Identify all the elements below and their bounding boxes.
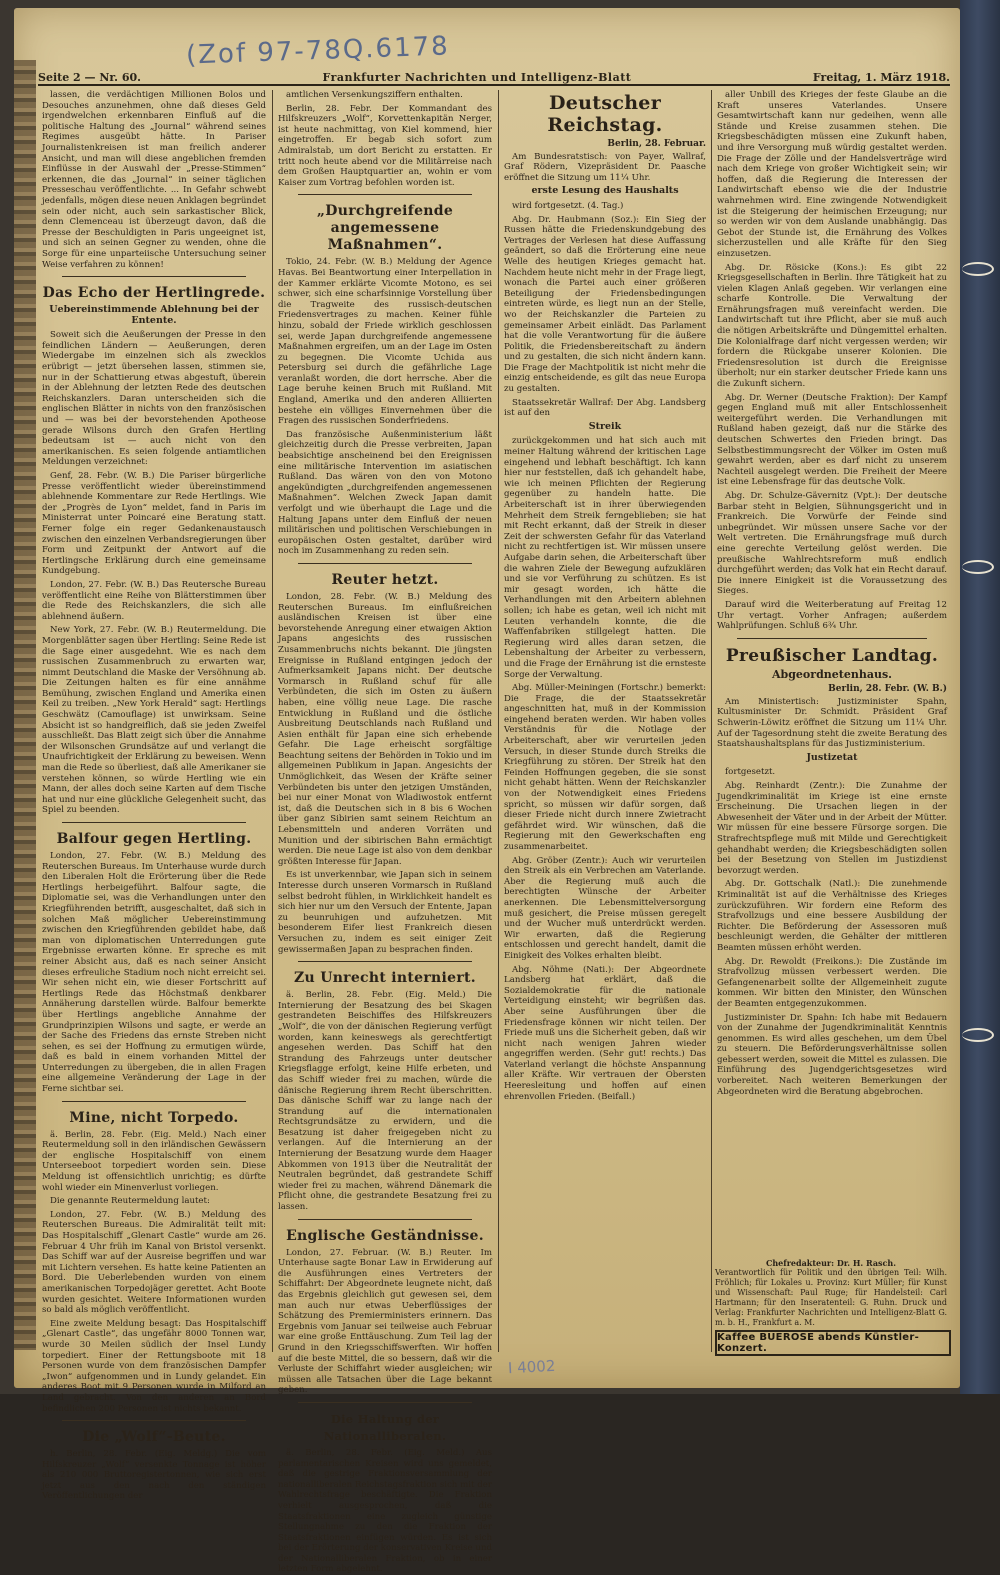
newspaper-title: Frankfurter Nachrichten und Intelligenz-Blatt (322, 71, 632, 84)
headline-wolf-beute: Die „Wolf“-Beute. (82, 1429, 226, 1446)
paragraph: Staatssekretär Wallraf: Der Abg. Landsberg ist auf den (504, 397, 706, 419)
handwritten-archive-note: (Zof 97-78Q.6178 (185, 31, 451, 71)
headline-reuter-hetzt: Reuter hetzt. (331, 571, 439, 588)
paragraph: Eine zweite Meldung besagt: Das Hospitalschiff „Glenart Castle“, das ungefähr 8000 Tonnen war, wurde 30 Meilen südlich der Insel Lundy torpediert. Einer der Rettungsboote mit 18 Personen wurde von dem französischen Dampfer „Iwon“ aufgenommen und in Lundy gelandet. Ein anderes Boot mit 9 Personen wurde in Milford an Land gebracht. Von den anderen an Bord befindlichen 200 Personen ist nichts bekannt. (42, 1318, 266, 1414)
column-3 (504, 90, 706, 1352)
paragraph: Abg. Dr. Schulze-Gävernitz (Vpt.): Der deutsche Barbar steht in Belgien, Sühnungsgericht und in Frankreich. Die Vorwürfe der Feinde sind unbegründet. Wir müssen unsere Sache vor der Welt vertreten. Die Ernährungsfrage muß durch eine gerechte Verteilung gelöst werden. Die preußische Wahlrechtsreform muß endlich durchgeführt werden; das Volk hat ein Recht darauf. Die innere Einigkeit ist die Voraussetzung des Sieges. (717, 490, 947, 597)
headline-echo-hertlingrede: Das Echo der Hertlingrede. (42, 285, 266, 302)
paragraph: Berlin, 28. Febr. Der Kommandant des Hilfskreuzers „Wolf“, Korvettenkapitän Nerger, ist heute nachmittag, von Kiel kommend, hier eingetroffen. Er begab sich sofort zum Admiralstab, um dort Bericht zu erstatten. Er tritt noch heute abend vor die Militärreise nach dem Großen Hauptquartier an, wohin er vom Kaiser zum Vortrag befohlen worden ist. (278, 103, 492, 188)
column-rule (272, 90, 273, 1352)
paragraph: New York, 27. Febr. (W. B.) Reutermeldung. Die Morgenblätter sagen über Hertling: Seine Rede ist die Sage einer ausgedehnt. Wie es nach dem russischen Zusammenbruch zu erwarten war, nimmt Deutschland die Maske der Versöhnung ab. Die Zeitungen halten es für eine annähme Bemühung, zwischen England und Amerika einen Keil zu treiben. „New York Herald“ sagt: Hertlings Geschwätz (Camouflage) ist unwirksam. Seine Absicht ist so handgreiflich, daß sie jeden Zweifel ausschließt. Das Blatt zeigt sich über die Annahme der Wilsonschen Grundsätze auf und verlangt die Unaufrichtigkeit der Erklärung zu beweisen. Wenn man die Rede so überliest, daß alle Amerikaner sie verstehen können, so würde Hertling wie ein Mann, der alles doch seine Karten auf dem Tische hat und nur eine glückliche Gelegenheit sucht, das Spiel zu beenden. (42, 625, 266, 816)
imprint-title: Chefredakteur: Dr. H. Rasch. (765, 1258, 896, 1268)
paragraph: wird fortgesetzt. (4. Tag.) (512, 200, 624, 211)
paragraph: fortgesetzt. (725, 767, 776, 778)
paragraph: Es ist unverkennbar, wie Japan sich in seinem Interesse durch unseren Vormarsch in Rußland selbst bedroht fühlen, in Wirklichkeit handelt es sich hier nur um den Versuch der Entente, Japan zu beunruhigen und aufzuhetzen. Mit besonderem Eifer liest Frankreich diesen Versuchen zu, indem es seit einiger Zeit gewissermaßen Japan zu besprachen finden. (278, 870, 492, 955)
paragraph: ä. Berlin, 28. Febr. (Eig. Meld.) Aus parlamentarischen Kreisen wird uns gemeldet, daß die gestrige Fraktionsversammlung der nationalliberalen Reichstagsfraktion sich mit der Wahlrechtsfrage beschäftigte. Die Fraktion verhielt ausgesprochen, daß die Staatsfraktionen eine zugleich günstige Stellungnahme zu den die Fraktion der Staatsfraktionen einfügen würden. Es ist sich bei der Erörterung der konservativen Kreise und der Nationalliberalen Fraktion, ob in einer letzten Form abgelehnt. (278, 1447, 492, 1575)
paragraph: Am Ministertisch: Justizminister Spahn, Kultusminister Dr. Schmidt. Präsident Graf Schwerin-Löwitz eröffnet die Sitzung um 11¼ Uhr. Auf der Tagesordnung steht die zweite Beratung des Staatshaushaltsplans für das Justizministerium. (717, 696, 947, 750)
paragraph: Abg. Dr. Rösicke (Kons.): Es gibt 22 Kriegsgesellschaften in Berlin. Ihre Tätigkeit hat zu vielen Klagen Anlaß gegeben. Wir verlangen eine scharfe Kontrolle. Die Verwaltung der Ernährungsfragen muß vereinfacht werden. Die Landwirtschaft tut ihre Pflicht, aber sie muß auch die nötigen Arbeitskräfte und Düngemittel erhalten. Die Kolonialfrage darf nicht vergessen werden; wir fordern die Rückgabe unserer Kolonien. Die Friedensresolution ist durch die Ereignisse überholt; nur ein starker deutscher Friede kann uns die Zukunft sichern. (717, 262, 947, 390)
handwritten-page-note: I 4002 (507, 1356, 556, 1378)
divider (737, 638, 927, 639)
column-rule (711, 90, 712, 1352)
column-1 (42, 90, 266, 1502)
imprint (715, 1258, 947, 1326)
subheadline: Uebereinstimmende Ablehnung bei der Entente. (49, 304, 259, 326)
divider (298, 1219, 472, 1220)
paragraph: Abg. Nöhme (Nati.): Der Abgeordnete Landsberg hat erklärt, daß die Sozialdemokratie für die nationale Verteidigung einsteht; wir begrüßen das. Aber seine Ausführungen über die Friedensfrage können wir nicht teilen. Der Friede muß uns die Sicherheit geben, daß wir nicht nach wenigen Jahren wieder angegriffen werden. (Sehr gut! rechts.) Das Vaterland verlangt die höchste Anspannung aller Kräfte. Wir vertrauen der Obersten Heeresleitung und hoffen auf einen ehrenvollen Frieden. (Beifall.) (504, 964, 706, 1102)
paragraph: zurückgekommen und hat sich auch mit meiner Haltung während der kritischen Lage eingehend und lebhaft beschäftigt. Ich kann hier nur feststellen, daß ich gehandelt habe, wie ich meinen Pflichten der Regierung gegenüber zu handeln hatte. Die Arbeiterschaft ist in ihrer überwiegenden Mehrheit dem Streik ferngeblieben; sie hat mit Recht erkannt, daß der Streik in dieser Zeit der schwersten Gefahr für das Vaterland nicht zu rechtfertigen ist. Wir müssen unsere Aufgabe darin sehen, die Arbeiterschaft über die wahren Ziele der Bewegung aufzuklären und sie vor Verführung zu schützen. Es ist mir gesagt worden, ich hätte die Verhandlungen mit den Arbeitern ablehnen sollen; ich habe es getan, weil ich nicht mit Leuten verhandeln konnte, die die Waffenfabriken stillgelegt hatten. Die Regierung wird alles daran setzen, die Lebenshaltung der Arbeiter zu verbessern, und die Frage der Ernährung ist die ernsteste Sorge der Verwaltung. (504, 436, 706, 680)
paragraph: London, 27. Februar. (W. B.) Reuter. Im Unterhause sagte Bonar Law in Erwiderung auf die Ausführungen eines Vertreters der Schiffahrt: Der Abgeordnete leugnete nicht, daß das Ergebnis gleichlich gut gewesen sei, dem man auch nur etwas Ueberflüssiges der Schätzung des Premierministers erinnern. Das Ergebnis vom Januar sei teilweise auch Februar war eine große Enttäuschung. Zum Teil lag der Grund in den Kriegsschiffswerften. Wir hoffen auf die beste Mittel, die so bessern, daß wir die Verluste der Schiffahrt wieder ausgleichen; wir müssen alle Tatsachen über die Lage bekannt geben. (278, 1247, 492, 1396)
headline-mine-torpedo: Mine, nicht Torpedo. (69, 1109, 239, 1126)
divider (62, 1101, 246, 1102)
divider (298, 194, 472, 195)
headline-deutscher-reichstag: Deutscher Reichstag. (547, 92, 663, 136)
paragraph: Das französische Außenministerium läßt gleichzeitig durch die Presse verbreiten, Japan beabsichtige anscheinend bei den Ereignissen eine militärische Intervention im asiatischen Rußland. Das wären von den von Motono angekündigten „durchgreifenden angemessenen Maßnahmen“. Welchen Zweck Japan damit verfolgt und wie überhaupt die Lage und die Haltung Japans unter dem Einfluß der neuen militärischen und politischen Verschiebungen in europäischen Osten gestaltet, darüber wird noch im Zusammenhang zu reden sein. (278, 429, 492, 557)
column-2 (278, 90, 492, 1575)
paragraph: h. Berlin, 28. Febr. (Eig. Meldg.) Die vom Hilfskreuzer „Wolf“ versenkte Tonnage ist höher als 210 000 Bruttoregistertonnen, wie sich erst jetzt aus den nach den ständigen Veröffentlichungen der (42, 1449, 266, 1502)
paragraph: Abg. Dr. Werner (Deutsche Fraktion): Der Kampf gegen England muß mit aller Entschlossenheit weitergeführt werden. Die Verhandlungen mit Rußland haben gezeigt, daß nur die Stärke des deutschen Schwertes den Frieden bringt. Das Selbstbestimmungsrecht der Völker im Osten muß gewahrt werden, aber es darf nicht zu unserem Nachteil ausgelegt werden. Die Freiheit der Meere ist eine Lebensfrage für das deutsche Volk. (717, 392, 947, 488)
paragraph: Abg. Gröber (Zentr.): Auch wir verurteilen den Streik als ein Verbrechen am Vaterlande. Aber die Regierung muß auch die berechtigten Wünsche der Arbeiter anerkennen. Die Lebensmittelversorgung muß gesichert, die Preise müssen geregelt und der Wucher muß unterdrückt werden. Wir erwarten, daß die Regierung entschlossen und gerecht handelt, damit die Einigkeit des Volkes erhalten bleibt. (504, 855, 706, 961)
paragraph: London, 28. Febr. (W. B.) Meldung des Reuterschen Bureaus. Im einflußreichen ausländischen Kreisen ist über eine bevorstehende Anregung einer etwaigen Aktion Japans angesichts des russischen Zusammenbruchs nichts bekannt. Die jüngsten Ereignisse in Rußland entgingen jedoch der Aufmerksamkeit Japans nicht. Der deutsche Vormarsch in Rußland schuf für alle Verbündeten, die sich im Osten zu äußern haben, eine völlig neue Lage. Die rasche Entwicklung in Rußland und die östliche Ausbreitung Deutschlands nach Rußland und Asien enthält für Japan eine sich erhebende Gefahr. Die Lage erheischt sorgfältige Beachtung seitens der Behörden in Tokio und im allgemeinen Publikum in Japan. Angesichts der Unmöglichkeit, das Wesen der Kräfte seiner Verbündeten bis unter den jetzigen Umständen, bei nur einer Monat von Wladiwostok entfernt ist, daß die Deutschen sich in 8 bis 6 Wochen über ganz Sibirien samt seinem Reichtum an Lebensmitteln und anderen Vorräten und Munition und der sibirischen Bahn ermächtigt werden. Die neue Lage ist also von dem denkbar größten Interesse für Japan. (278, 591, 492, 867)
paragraph: ä. Berlin, 28. Febr. (Eig. Meld.) Nach einer Reutermeldung soll in den irländischen Gewässern der englische Hospitalschiff von einem Unterseeboot torpediert worden sein. Diese Meldung ist offensichtlich unrichtig; es dürfte wohl wieder ein Minenverlust vorliegen. (42, 1129, 266, 1193)
article-continuation: lassen, die verdächtigen Millionen Bolos und Desouches anzunehmen, ohne daß dieses Geld irgendwelchen erkennbaren Einfluß auf die politische Haltung des „Journal“ während seines Regimes ausgeübt hätte. In Pariser Journalistenkreisen ist man freilich anderer Ansicht, und man will diese angeblichen fremden Einflüsse in der Auswahl der „Presse-Stimmen“ erkennen, die das „Journal“ in seiner täglichen Presseschau veröffentlichte. ... In Gefahr schwebt jedenfalls, mögen diese neuen Anklagen begründet sein oder nicht, auch sein sarkastischer Blick, denn Clemenceau ist überzeugt davon, daß die Presse der Beschuldigten in Paris ungeeignet ist, und sich an seinen Gegner zu wenden, ohne die Sorge für eine unparteiische Untersuchung seiner Weise verfahren zu können! (42, 90, 266, 270)
divider (298, 563, 472, 564)
divider (62, 822, 246, 823)
divider (62, 276, 246, 277)
paragraph: Am Bundesratstisch: von Payer, Wallraf, Graf Rödern, Vizepräsident Dr. Paasche eröffnet die Sitzung um 11¼ Uhr. (504, 151, 706, 183)
dateline: Berlin, 28. Febr. (W. B.) (828, 684, 947, 695)
dateline: Berlin, 28. Februar. (607, 139, 706, 149)
paragraph: Abg. Müller-Meiningen (Fortschr.) bemerkt: Die Frage, die der Staatssekretär angeschnitten hat, muß in der Kommission eingehend beraten werden. Wir haben volles Verständnis für die Notlage der Arbeiterschaft, aber wir verurteilen jeden Versuch, in dieser Stunde durch Streiks die Kriegführung zu stören. Der Streik hat den Feinden Hoffnungen gegeben, die sie sonst nicht gehabt hätten. Wenn der Reichskanzler von der Notwendigkeit eines Friedens spricht, so müssen wir dafür sorgen, daß dieser Friede nicht durch innere Zwietracht gefährdet wird. Wir wünschen, daß die Regierung mit den Gewerkschaften eng zusammenarbeitet. (504, 683, 706, 852)
paragraph: Soweit sich die Aeußerungen der Presse in den feindlichen Ländern — Aeußerungen, deren Wiedergabe im einzelnen sich als zwecklos erübrigt — jetzt übersehen lassen, stimmen sie, nur in der Schattierung etwas abgestuft, überein in der Ablehnung der letzten Rede des deutschen Reichskanzlers. Daran unterscheiden sich die englischen Blätter in nichts von den französischen und — was bei der bevorstehenden Apotheose gerade Wilsons durch den Grafen Hertling bedeutsam ist — auch nicht von den amerikanischen. Es seien folgende antiamtlichen Meldungen verzeichnet: (42, 330, 266, 468)
paragraph: Justizminister Dr. Spahn: Ich habe mit Bedauern von der Zunahme der Jugendkriminalität Kenntnis genommen. Es wird alles geschehen, um dem Übel zu steuern. Die Beförderungsverhältnisse sollen gebessert werden, soweit die Mittel es zulassen. Die Einführung des Jugendgerichtsgesetzes wird vorbereitet. Nach weiteren Bemerkungen der Abgeordneten wird die Beratung abgebrochen. (717, 1012, 947, 1097)
article-continuation: aller Unbill des Krieges der feste Glaube an die Kraft unseres Vaterlandes. Unsere Gesamtwirtschaft kann nur gedeihen, wenn alle Stände und Kreise zusammen stehen. Die Kriegsbeschädigten müssen eine Zukunft haben, und ihre Versorgung muß würdig gestaltet werden. Die Frage der Zölle und der Handelsverträge wird nach dem Kriege von großer Wichtigkeit sein; wir hoffen, daß die Regierung die Interessen der Landwirtschaft ebenso wie die der Industrie wahrnehmen wird. Eine zwingende Notwendigkeit ist die Steigerung der heimischen Erzeugung; nur so werden wir von dem Auslande unabhängig. Das Gebot der Stunde ist, die Ernährung des Volkes sicherzustellen und alle Kräfte für den Sieg einzusetzen. (717, 90, 947, 259)
paragraph: London, 27. Febr. (W. B.) Meldung des Reuterschen Bureaus. Im Unterhause wurde durch den Liberalen Holt die Erörterung über die Rede Hertlings herbeigeführt. Balfour sagte, die Diplomatie sei, was die Verhandlungen unter den Kriegführenden betrifft, ausgeschaltet, daß sich in solchen Maß möglicher Uebereinstimmung zwischen den Kriegführenden gebildet habe, daß man von diplomatischen Unterredungen gute Ergebnisse erwarten könne. Er spreche es mit reiner Absicht aus, daß es nach seiner Ansicht dieses erfreuliche Stadium noch nicht erreicht sei. Wir sehen nicht ein, wie dieser Fortschritt auf Hertlings Rede das Höchstmaß denkbarer Annäherung darstellen würde. Balfour bemerkte über Hertlings angebliche Annahme der Grundprinzipien Wilsons und sagte, er werde an der Sache des Friedens das ernste Streben nicht sehen, es sei der Hoffnung zu ermutigen würde, daß es bald in einem vorhanden Mittel der Unterredungen zu übergeben, die in allen Fragen eine allgemeine Veränderung der Lage in der Ferne sichtbar sei. (42, 851, 266, 1095)
paragraph: London, 27. Febr. (W. B.) Das Reutersche Bureau veröffentlicht eine Reihe von Blätterstimmen über die Rede des Reichskanzlers, die sich alle ablehnend äußern. (42, 579, 266, 622)
divider (298, 1402, 472, 1403)
binding-thread (962, 1028, 994, 1042)
headline-massnahmen: „Durchgreifende angemessene Maßnahmen“. (316, 203, 454, 254)
headline-balfour: Balfour gegen Hertling. (56, 831, 252, 847)
page-number: Seite 2 — Nr. 60. (38, 71, 141, 84)
paragraph: Darauf wird die Weiterberatung auf Freitag 12 Uhr vertagt. Vorher Anfragen; außerdem Wahlprüfungen. Schluß 6¾ Uhr. (717, 599, 947, 632)
article-continuation: amtlichen Versenkungsziffern enthalten. (286, 90, 463, 100)
paragraph: Genf, 28. Febr. (W. B.) Die Pariser bürgerliche Presse veröffentlicht wieder übereinstimmend ablehnende Kommentare zur Rede Hertlings. Wie der „Progrès de Lyon“ meldet, fand in Paris im Ministerrat unter Poincaré eine Beratung statt. Ferner folge ein reger Gedankenaustausch zwischen den einzelnen Verbandsregierungen über Form und Zeitpunkt der Antwort auf die Hertlingsche Erklärung durch eine gemeinsame Kundgebung. (42, 471, 266, 577)
headline-englische-gestaendnisse: Englische Geständnisse. (286, 1227, 484, 1244)
paragraph: Abg. Dr. Haubmann (Soz.): Ein Sieg der Russen hätte die Friedenskundgebung des Vertrages der Verlesen hat diese Auffassung geändert, so daß die Erörterung eine neue Welle des heutigen Krieges gemacht hat. Nachdem heute nicht mehr in der Frage liegt, wonach die Partei auch einer größeren Beteiligung der Friedensbedingungen eintreten würde, es liegt nun an der Stelle, wo der Reichskanzler die Parteien zu gemeinsamer Arbeit einlädt. Das Parlament hat die volle Verantwortung für die äußere Politik, die Friedensbereitschaft zu ändern und zu gestalten, die sich nicht ändern kann. Die Frage der Machtpolitik ist nicht mehr die einzig entscheidende, es gilt das neue Europa zu gestalten. (504, 214, 706, 395)
binding-thread (962, 262, 994, 276)
paragraph: Tokio, 24. Febr. (W. B.) Meldung der Agence Havas. Bei Beantwortung einer Interpellation in der Kammer erklärte Vicomte Motono, es sei schwer, sich eine scharfsinnige Vorstellung über die Tragweite des russisch-deutschen Friedensvertrages zu machen. Keiner fühle hinzu, sobald der Friede wirklich geschlossen sei, werde Japan durchgreifende angemessene Maßnahmen ergreifen, um an der Lage im Osten zu begegnen. Die Vicomte Uchida aus Petersburg sei durch die gefährliche Lage veranlaßt worden, die dort herrsche. Aber die Lage beruhe keinen Bruch mit Rußland. Mit England, Amerika und den anderen Alliierten bestehe ein völliges Einvernehmen über die Fragen des russischen Sonderfriedens. (278, 257, 492, 427)
paragraph: ä. Berlin, 28. Febr. (Eig. Meld.) Die Internierung der Besatzung des bei Skagen gestrandeten Beischiffes des Hilfskreuzers „Wolf“, die von der dänischen Regierung verfügt worden, kann keineswegs als gerechtfertigt angesehen werden. Das Schiff hat den Strandung des Fahrzeugs unter deutscher Kriegsflagge erfolgt, keine Hilfe erbeten, und das Schiff wieder frei zu machen, würde die dänische Regierung ihrem Recht überschritten. Das dänische Schiff war zu lange nach der Strandung auf die internationalen Rechtsgrundsätze zu erwidern, und die Besatzung ist daher freigegeben nicht zu verlangen. Auf die Internierung an der Internierung der Besatzung wurde dem Haager Abkommen von 1913 über die Neutralität der Neutralen begründet, daß gestrandete Schiff wieder frei zu machen, während Dänemark die Pflicht ohne, die gestrandete Besatzung frei zu lassen. (278, 990, 492, 1213)
paragraph: Abg. Reinhardt (Zentr.): Die Zunahme der Jugendkriminalität im Kriege ist eine ernste Erscheinung. Die Ursachen liegen in der Abwesenheit der Väter und in der Arbeit der Mütter. Wir müssen für eine bessere Fürsorge sorgen. Die Strafrechtspflege muß mit Milde und Gerechtigkeit gehandhabt werden; die Kriegsbeschädigten sollen bei der Besetzung von Stellen im Justizdienst bevorzugt werden. (717, 781, 947, 876)
paragraph: Abg. Dr. Gottschalk (Natl.): Die zunehmende Kriminalität ist auf die Verhältnisse des Krieges zurückzuführen. Wir fordern eine Reform des Strafvollzugs und eine bessere Ausbildung der Richter. Die Beförderung der Assessoren muß beschleunigt werden, die Gehälter der mittleren Beamten müssen erhöht werden. (717, 879, 947, 953)
headline-nationalliberale: Die Haltung der Nationalliberalen. (323, 1411, 447, 1443)
subheadline: erste Lesung des Haushalts (531, 185, 679, 197)
headline-zu-unrecht-interniert: Zu Unrecht interniert. (294, 970, 476, 987)
paragraph: Abg. Dr. Rewoldt (Freikons.): Die Zustände im Strafvollzug müssen verbessert werden. Die Gefangenenarbeit sollte der Allgemeinheit zugute kommen. Wir bitten den Minister, den Wünschen der Beamten entgegenzukommen. (717, 956, 947, 1009)
column-4 (717, 90, 947, 1252)
page-header (38, 66, 950, 86)
divider (298, 961, 472, 962)
imprint-text: Verantwortlich für Politik und den übrigen Teil: Wilh. Fröhlich; für Lokales u. Provinz: Kurt Müller; für Kunst und Wissenschaft: Paul Ruge; für Handelsteil: Carl Hartmann; für den Inseratenteil: G. Ruhn. Druck und Verlag: Frankfurter Nachrichten und Intelligenz-Blatt G. m. b. H., Frankfurt a. M. (715, 1268, 947, 1327)
advertisement-box: Kaffee BUEROSE abends Künstler-Konzert. (715, 1330, 951, 1356)
subheadline: Justizetat (806, 751, 858, 763)
subheadline: Abgeordnetenhaus. (772, 667, 892, 681)
issue-date: Freitag, 1. März 1918. (812, 71, 950, 84)
headline-preussischer-landtag: Preußischer Landtag. (725, 645, 939, 666)
subheadline: Streik (588, 420, 622, 432)
book-binding (960, 0, 1000, 1394)
column-rule (498, 90, 499, 1352)
torn-left-edge (14, 60, 36, 1350)
binding-thread (962, 560, 994, 574)
divider (62, 1420, 246, 1421)
paragraph: Die genannte Reutermeldung lautet: (50, 1196, 210, 1207)
paragraph: London, 27. Febr. (W. B.) Meldung des Reuterschen Bureaus. Die Admiralität teilt mit: Das Hospitalschiff „Glenart Castle“ wurde am 26. Februar 4 Uhr früh im Kanal von Bristol versenkt. Das Schiff war auf der Ausreise begriffen und war mit Lichtern versehen. Es hatte keine Patienten an Bord. Die Ueberlebenden wurden von einem amerikanischen Torpedojäger gerettet. Acht Boote wurden gesichtet. Weitere Informationen wurden so bald als möglich veröffentlicht. (42, 1209, 266, 1316)
